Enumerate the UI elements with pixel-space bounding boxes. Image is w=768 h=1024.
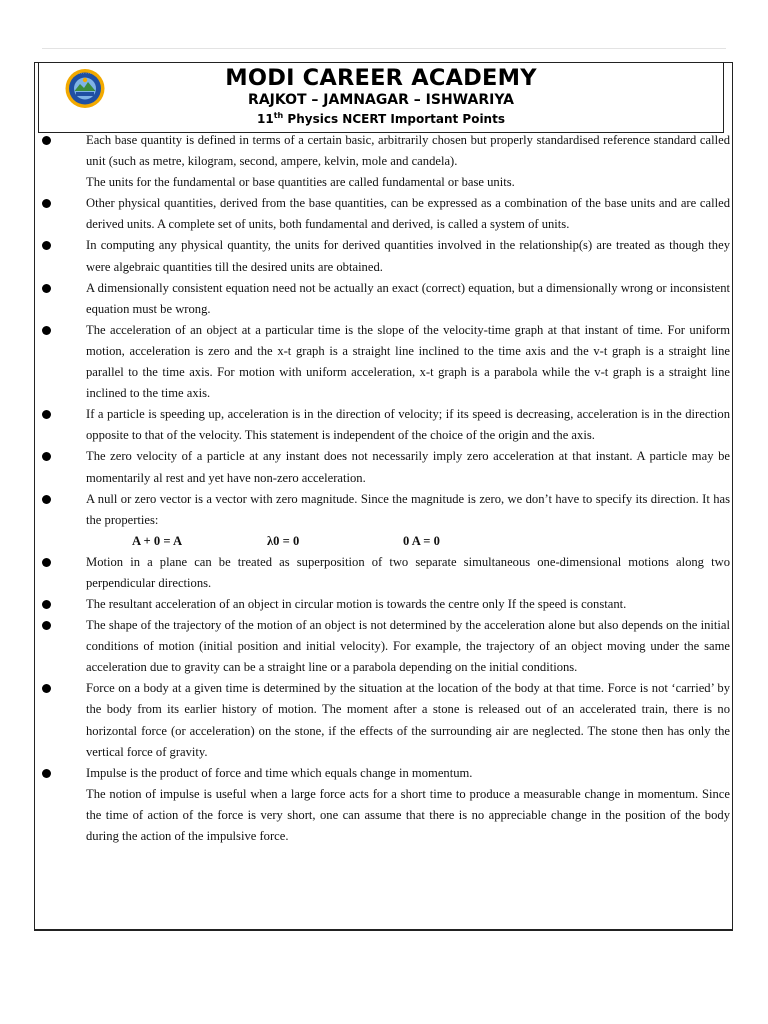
subtitle-grade: 11 (257, 112, 274, 126)
subtitle-superscript: th (273, 111, 284, 120)
bullet-icon (42, 621, 51, 630)
point-text: Other physical quantities, derived from the base quantities, can be expressed as a combination of the base units and are called derived units. A complete set of units, both fundamental and derived, is called a system of units. (86, 196, 730, 232)
bullet-icon (42, 684, 51, 693)
point-item (40, 193, 730, 235)
subtitle-text: Physics NCERT Important Points (283, 112, 505, 126)
academy-name: MODI CAREER ACADEMY (225, 65, 537, 91)
point-item (40, 446, 730, 488)
point-item (40, 489, 730, 552)
point-text: The resultant acceleration of an object in circular motion is towards the centre only If the speed is constant. (86, 596, 627, 611)
document-header (38, 62, 724, 133)
document-subtitle (39, 111, 723, 126)
svg-text:· · · · · ·: · · · · · · (78, 71, 92, 76)
point-item (40, 320, 730, 404)
bullet-icon (42, 136, 51, 145)
top-divider (42, 48, 726, 49)
point-item (40, 404, 730, 446)
bullet-icon (42, 410, 51, 419)
point-item (40, 130, 730, 193)
bullet-icon (42, 284, 51, 293)
point-text: Impulse is the product of force and time which equals change in momentum. (86, 765, 473, 780)
point-item (40, 594, 730, 615)
point-text: The shape of the trajectory of the motion of an object is not determined by the acceleration alone but also depends on the initial conditions of motion (initial position and initial velocity). For example, the trajectory of an object moving under the same acceleration due to gravity can be a straight line or a parabola depending on the initial conditions. (86, 618, 730, 675)
point-text: Motion in a plane can be treated as superposition of two separate simultaneous one-dimensional motions along two perpendicular directions. (86, 554, 730, 590)
formula: λ0 = 0 (267, 533, 300, 548)
point-text: The units for the fundamental or base quantities are called fundamental or base units. (86, 175, 515, 190)
important-points-list (40, 130, 730, 847)
formula: A + 0 = A (132, 533, 183, 548)
point-item (40, 552, 730, 594)
bullet-icon (42, 600, 51, 609)
point-text: The zero velocity of a particle at any instant does not necessarily imply zero acceleration at that instant. A particle may be momentarily al rest and yet have non-zero acceleration. (86, 449, 730, 485)
point-text: Each base quantity is defined in terms of a certain basic, arbitrarily chosen but properly standardised reference standard called unit (such as metre, kilogram, second, ampere, kelvin, mole and candela). (86, 133, 730, 169)
bullet-icon (42, 326, 51, 335)
point-item (40, 278, 730, 320)
point-item (40, 763, 730, 847)
bullet-icon (42, 495, 51, 504)
point-text: Force on a body at a given time is determined by the situation at the location of the body at that time. Force is not ‘carried’ by the body from its earlier history of motion. The moment after a stone is released out of an accelerated train, there is no horizontal force (or acceleration) on the stone, if the effects of the surrounding air are neglected. The stone then has only the vertical force of gravity. (86, 681, 730, 759)
point-item (40, 678, 730, 762)
point-item (40, 235, 730, 277)
bullet-icon (42, 241, 51, 250)
formula: 0 A = 0 (403, 533, 440, 548)
bullet-icon (42, 199, 51, 208)
point-text: If a particle is speeding up, acceleration is in the direction of velocity; if its speed is decreasing, acceleration is in the direction opposite to that of the velocity. This statement is independent of the choice of the origin and the axis. (86, 407, 730, 443)
point-item (40, 615, 730, 678)
point-text: The acceleration of an object at a particular time is the slope of the velocity-time graph at that instant of time. For uniform motion, acceleration is zero and the x-t graph is a straight line inclined to the time axis and the v-t graph is a straight line parallel to the time axis. For motion with uniform acceleration, x-t graph is a parabola while the v-t graph is a straight line inclined to the time axis. (86, 322, 730, 401)
vector-properties-formulas (86, 531, 730, 552)
point-text: A dimensionally consistent equation need not be actually an exact (correct) equation, but a dimensionally wrong or inconsistent equation must be wrong. (86, 280, 730, 316)
point-text: In computing any physical quantity, the units for derived quantities involved in the relationship(s) are treated as though they were algebraic quantities till the desired units are obtained. (86, 238, 730, 274)
bullet-icon (42, 769, 51, 778)
bullet-icon (42, 558, 51, 567)
point-text: The notion of impulse is useful when a large force acts for a short time to produce a measurable change in momentum. Since the time of action of the force is very short, one can assume that there is no appreciable change in the position of the body during the action of the impulsive force. (86, 786, 730, 843)
bullet-icon (42, 452, 51, 461)
academy-locations: RAJKOT – JAMNAGAR – ISHWARIYA (248, 92, 514, 108)
point-text: A null or zero vector is a vector with zero magnitude. Since the magnitude is zero, we don’t have to specify its direction. It has the properties: (86, 491, 730, 527)
